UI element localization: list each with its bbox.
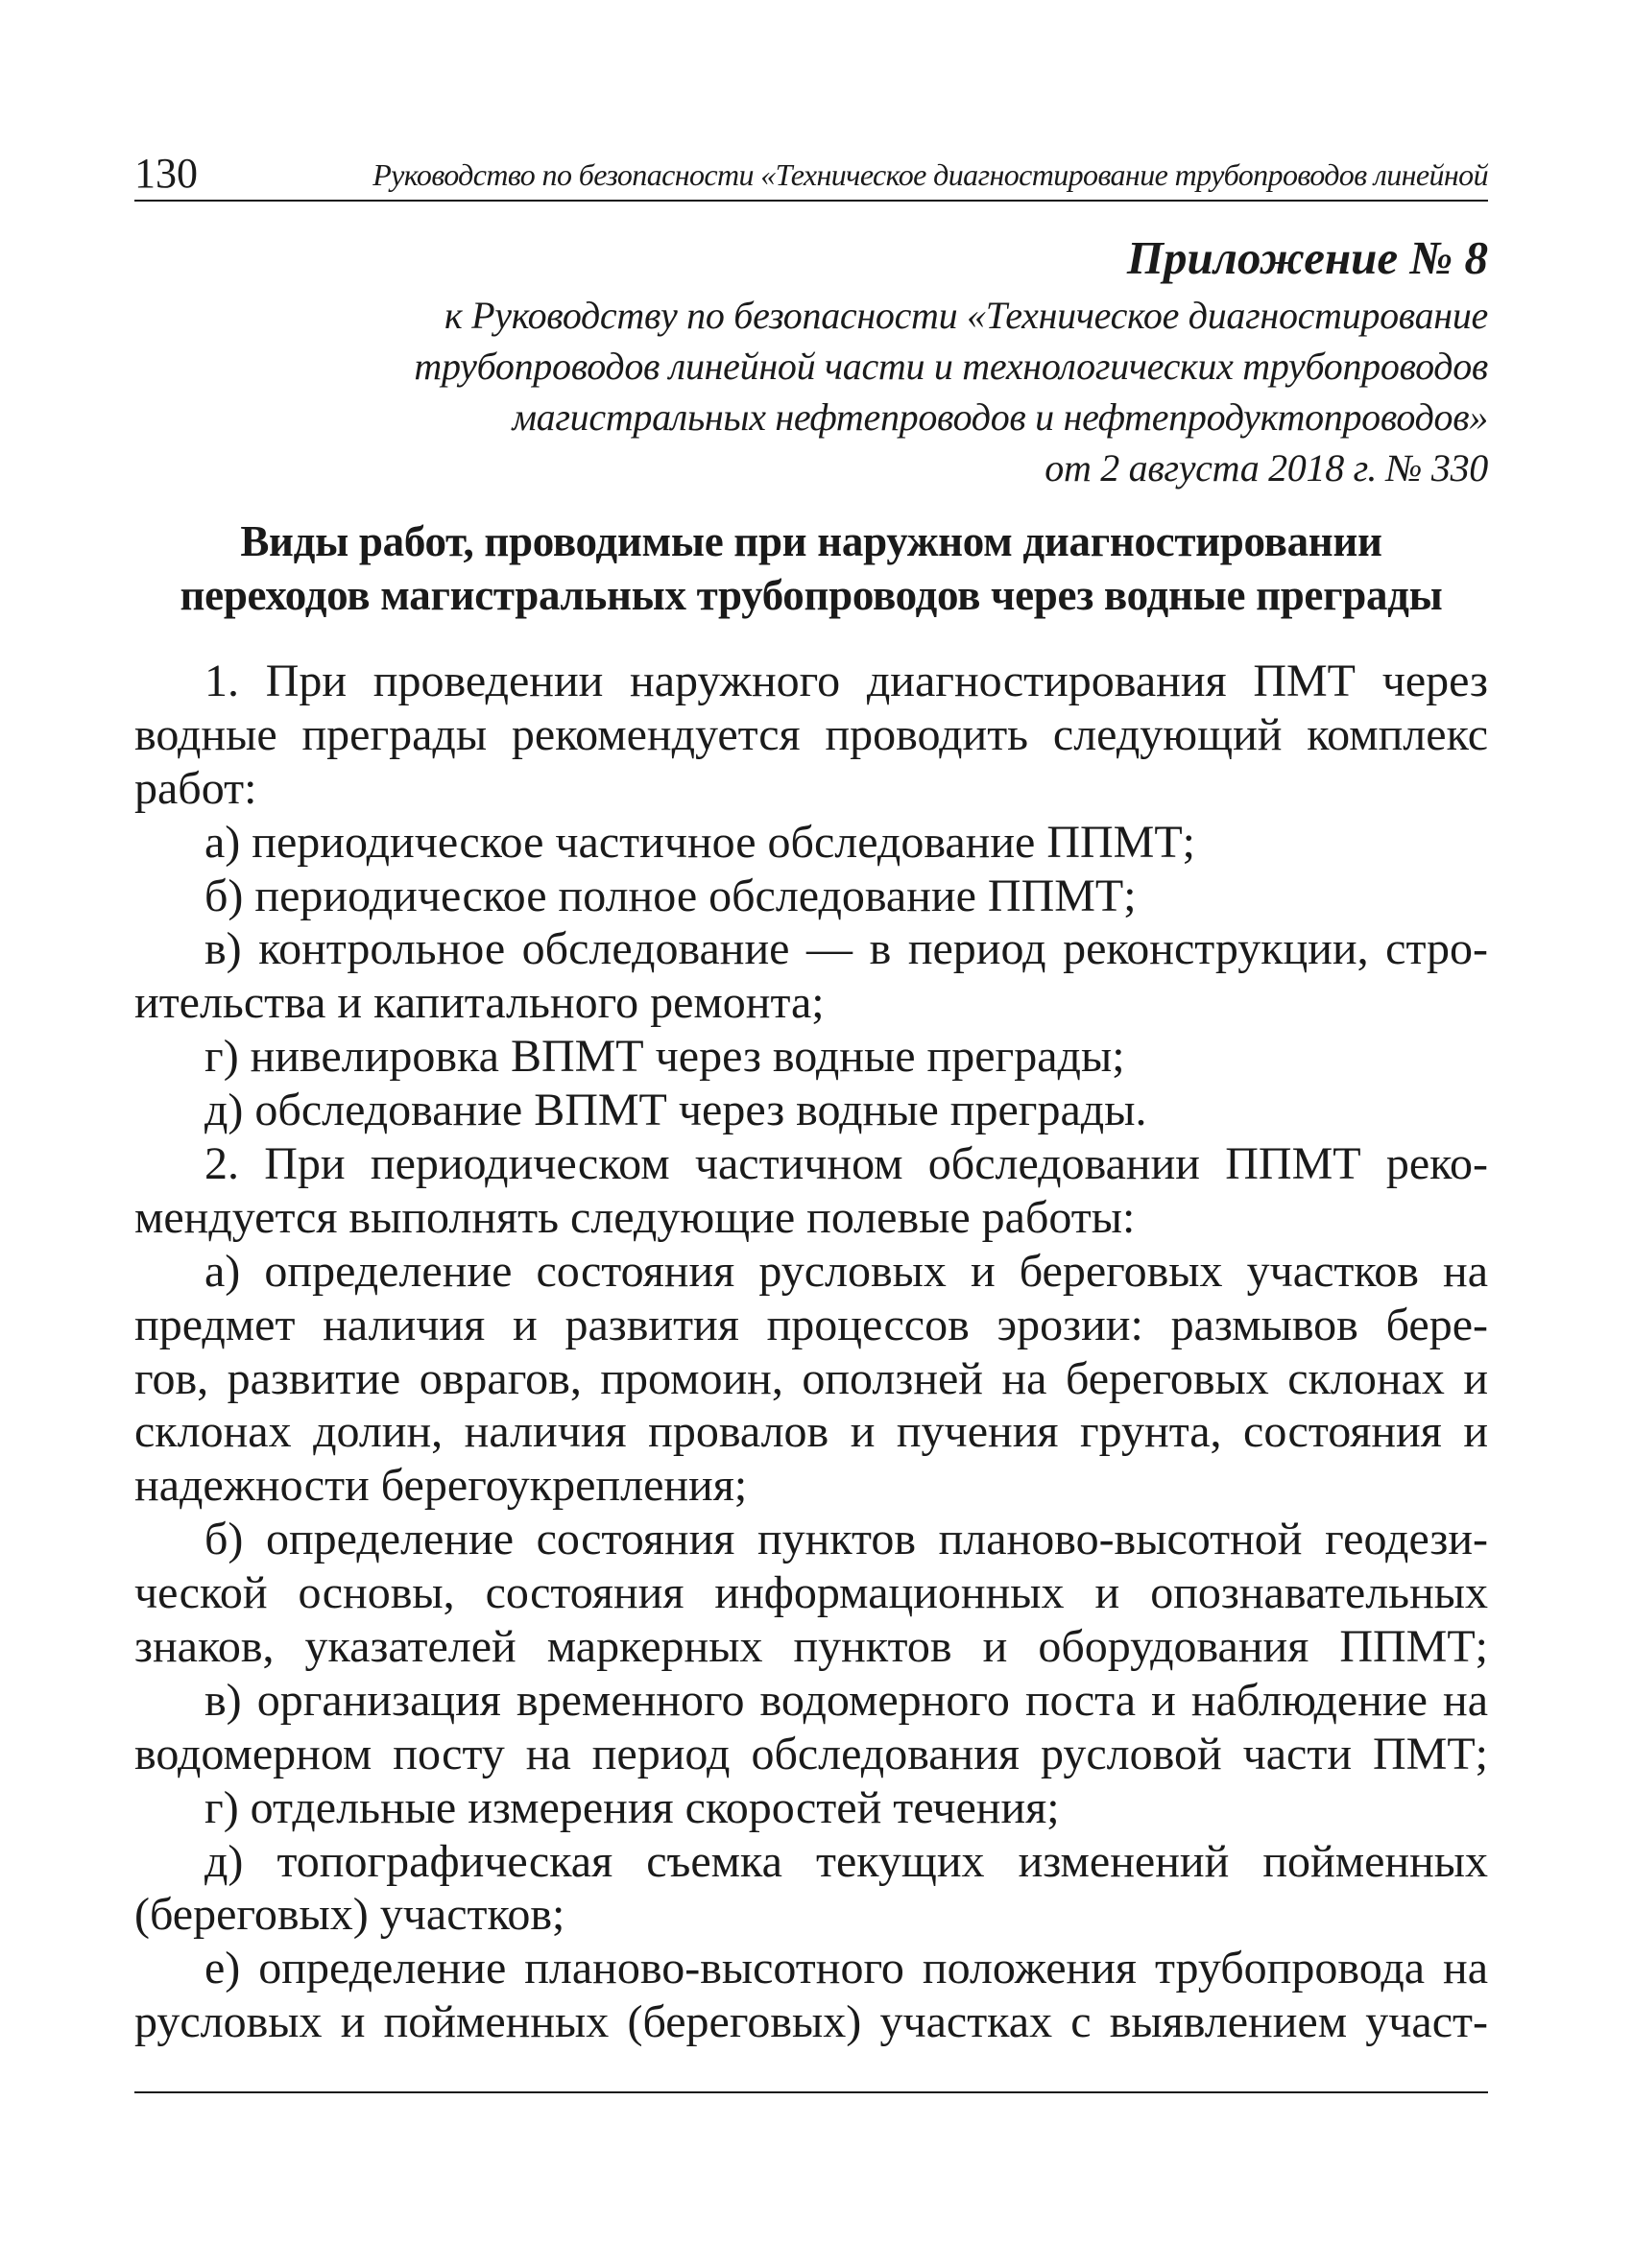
body-line: надежности берегоукрепления;	[134, 1460, 748, 1512]
body-line: г) отдельные измерения скоростей течения;	[204, 1781, 1060, 1833]
body-line: д) топографическая съемка текущих изменений пойменных	[204, 1835, 1488, 1887]
header-divider	[134, 200, 1488, 202]
body-line: гов, развитие оврагов, промоин, оползней на береговых склонах и	[134, 1352, 1488, 1404]
body-line: русловых и пойменных (береговых) участках с выявлением участ-	[134, 1996, 1488, 2048]
body-line: знаков, указателей маркерных пунктов и оборудования ППМТ;	[134, 1621, 1488, 1673]
appendix-block	[414, 228, 1488, 493]
running-title: Руководство по безопасности «Техническое диагностирование трубопроводов линейной	[372, 157, 1488, 192]
body-line: 1. При проведении наружного диагностирования ПМТ через	[204, 656, 1488, 706]
body-line: в) контрольное обследование — в период реконструкции, стро-	[204, 923, 1488, 975]
body-text	[134, 655, 1488, 2049]
body-line: склонах долин, наличия провалов и пучения грунта, состояния и	[134, 1406, 1488, 1458]
body-line: водомерном посту на период обследования русловой части ПМТ;	[134, 1728, 1488, 1779]
heading-line: переходов магистральных трубопроводов через водные преграды	[180, 571, 1443, 619]
page-number: 130	[134, 150, 198, 197]
heading-line: Виды работ, проводимые при наружном диагностировании	[240, 517, 1382, 565]
footer-divider	[134, 2091, 1488, 2093]
body-line: мендуется выполнять следующие полевые работы:	[134, 1191, 1136, 1243]
body-line: предмет наличия и развития процессов эрозии: размывов бере-	[134, 1299, 1488, 1350]
appendix-title: Приложение № 8	[1126, 231, 1488, 284]
body-line: водные преграды рекомендуется проводить следующий комплекс	[134, 708, 1488, 760]
body-line: д) обследование ВПМТ через водные преграды.	[204, 1085, 1147, 1136]
body-line: б) периодическое полное обследование ППМТ;	[204, 870, 1137, 921]
appendix-line: к Руководству по безопасности «Техническое диагностирование	[444, 294, 1488, 337]
body-line: 2. При периодическом частичном обследовании ППМТ реко-	[204, 1138, 1488, 1190]
body-line: в) организация временного водомерного поста и наблюдение на	[204, 1674, 1488, 1726]
body-line: работ:	[134, 762, 257, 814]
page-header	[134, 144, 1488, 205]
body-line: (береговых) участков;	[134, 1889, 565, 1941]
body-line: ительства и капитального ремонта;	[134, 977, 825, 1029]
appendix-line: трубопроводов линейной части и технологических трубопроводов	[414, 345, 1488, 388]
body-line: б) определение состояния пунктов планово-высотной геодези-	[204, 1514, 1488, 1565]
appendix-line: магистральных нефтепроводов и нефтепродуктопроводов»	[512, 395, 1488, 439]
document-heading	[134, 514, 1488, 622]
body-line: а) определение состояния русловых и береговых участков на	[204, 1245, 1488, 1297]
body-line: ческой основы, состояния информационных и опознавательных	[134, 1567, 1488, 1619]
body-line: г) нивелировка ВПМТ через водные преграды;	[204, 1031, 1125, 1083]
body-line: а) периодическое частичное обследование ППМТ;	[204, 816, 1195, 868]
appendix-line: от 2 августа 2018 г. № 330	[1045, 446, 1488, 489]
body-line: е) определение планово-высотного положения трубопровода на	[204, 1943, 1488, 1994]
